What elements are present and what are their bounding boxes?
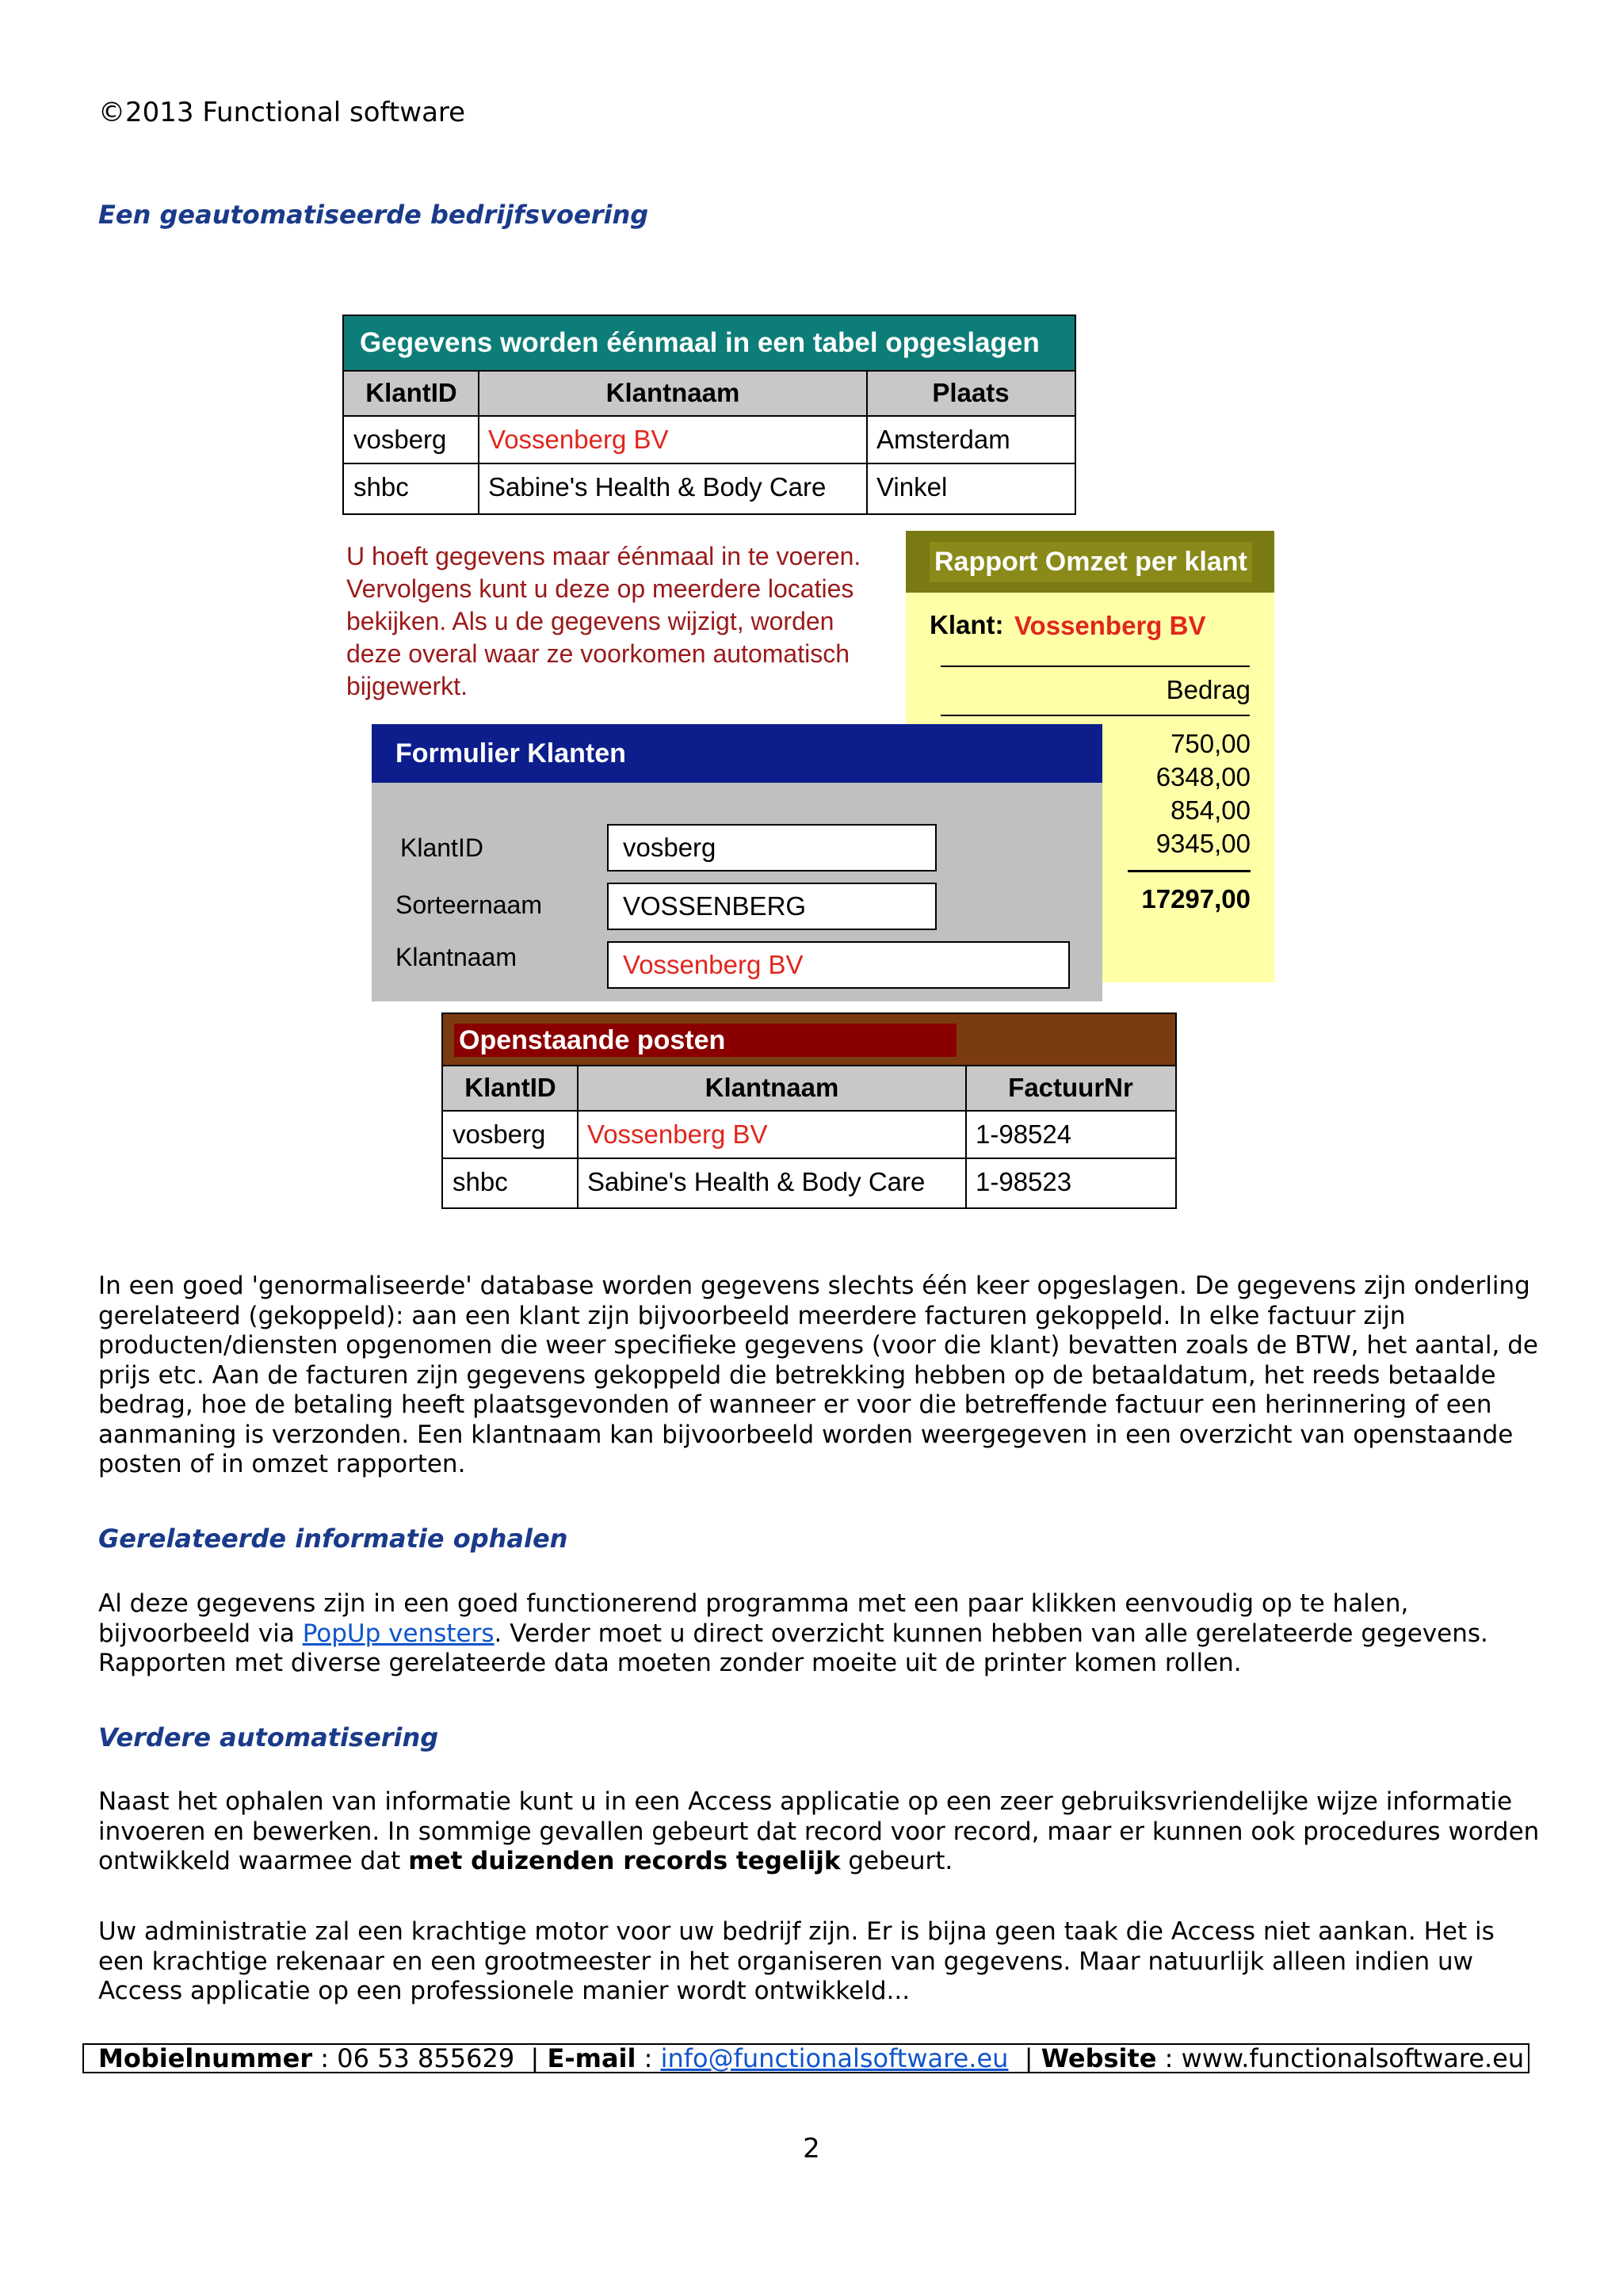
note-line: bijgewerkt.	[346, 672, 468, 700]
heading-bedrijfsvoering: Een geautomatiseerde bedrijfsvoering	[98, 200, 649, 230]
klanten-table	[342, 315, 1076, 515]
page-number: 2	[803, 2133, 820, 2164]
sorteernaam-label: Sorteernaam	[395, 891, 542, 919]
rapport-amount: 854,00	[1170, 795, 1251, 825]
klantnaam-label: Klantnaam	[395, 943, 517, 971]
table-cell: Vossenberg BV	[587, 1119, 768, 1149]
diagram-note	[346, 540, 885, 703]
table-cell: Sabine's Health & Body Care	[488, 472, 827, 502]
note-line: U hoeft gegevens maar éénmaal in te voeren.	[346, 542, 861, 570]
note-line: bekijken. Als u de gegevens wijzigt, worden	[346, 607, 834, 635]
rapport-total: 17297,00	[1141, 884, 1251, 913]
openstaande-posten-table	[441, 1013, 1177, 1209]
email-label: E-mail	[547, 2043, 636, 2073]
table-cell: Amsterdam	[876, 425, 1010, 454]
bold-duizenden-records: met duizenden records tegelijk	[408, 1847, 841, 1875]
mobile-value: 06 53 855629	[337, 2043, 515, 2073]
heading-verdere-automatisering: Verdere automatisering	[98, 1722, 439, 1753]
column-header-klantnaam: Klantnaam	[578, 1065, 966, 1111]
table-cell: vosberg	[353, 425, 447, 454]
table-cell: 1-98524	[976, 1119, 1072, 1149]
mobile-label: Mobielnummer	[98, 2043, 313, 2073]
email-link[interactable]: info@functionalsoftware.eu	[660, 2043, 1009, 2073]
note-line: deze overal waar ze voorkomen automatisch	[346, 639, 850, 668]
website-value: www.functionalsoftware.eu	[1181, 2043, 1525, 2073]
table-cell: 1-98523	[976, 1167, 1072, 1196]
column-header-klantid: KlantID	[443, 1065, 578, 1111]
klanten-table-title: Gegevens worden éénmaal in een tabel opgeslagen	[344, 316, 1075, 370]
contact-footer: Mobielnummer : 06 53 855629 | E-mail : info@functionalsoftware.eu | Website : www.functionalsoftware.eu	[82, 2043, 1529, 2073]
table-cell: Vossenberg BV	[488, 425, 669, 454]
formulier-title: Formulier Klanten	[372, 724, 1102, 783]
formulier-klanten	[372, 724, 1102, 1001]
note-line: Vervolgens kunt u deze op meerdere locaties	[346, 574, 854, 603]
table-cell: shbc	[453, 1167, 508, 1196]
column-header-klantid: KlantID	[344, 370, 479, 416]
rapport-amount: 6348,00	[1155, 762, 1251, 791]
klantnaam-field[interactable]: Vossenberg BV	[607, 941, 1070, 989]
klantid-label: KlantID	[400, 833, 483, 862]
klantid-field[interactable]: vosberg	[607, 824, 937, 871]
copyright-header: ©2013 Functional software	[98, 97, 466, 128]
rapport-klant-label: Klant:	[930, 610, 1004, 639]
column-header-klantnaam: Klantnaam	[479, 370, 867, 416]
paragraph-normalisatie: In een goed 'genormaliseerde' database worden gegevens slechts één keer opgeslagen. De gegevens zijn onderling gerelateerd (gekoppeld): aan een klant zijn bijvoorbeeld meerdere facturen gekoppeld. In elke factuur zijn producten/diensten opgenomen die weer specifieke gegevens (voor die klant) bevatten zoals de BTW, het aantal, de prijs etc. Aan de facturen zijn gegevens gekoppeld die betrekking hebben op de betaaldatum, het reeds betaalde bedrag, hoe de betaling heeft plaatsgevonden of wanneer er voor die betreffende factuur een herinnering of een aanmaning is verzonden. Een klantnaam kan bijvoorbeeld worden weergegeven in een overzicht van openstaande posten of in omzet rapporten.	[98, 1272, 1538, 1478]
table-cell: shbc	[353, 472, 409, 502]
popup-vensters-link[interactable]: PopUp vensters	[302, 1619, 495, 1648]
website-label: Website	[1041, 2043, 1157, 2073]
paragraph-invoeren: Naast het ophalen van informatie kunt u in een Access applicatie op een zeer gebruiksvriendelijke wijze informatie invoeren en bewerken. In sommige gevallen gebeurt dat record voor record, maar er kunnen ook procedures worden ontwikkeld waarmee dat met duizenden records tegelijk gebeurt.	[98, 1787, 1540, 1875]
rapport-title: Rapport Omzet per klant	[930, 542, 1252, 582]
table-cell: vosberg	[453, 1119, 546, 1149]
sorteernaam-field[interactable]: VOSSENBERG	[607, 883, 937, 930]
paragraph-administratie: Uw administratie zal een krachtige motor voor uw bedrijf zijn. Er is bijna geen taak die Access niet aankan. Het is een krachtige rekenaar en een grootmeester in het organiseren van gegevens. Maar natuurlijk alleen indien uw Access applicatie op een professionele manier wordt ontwikkeld...	[98, 1917, 1495, 2005]
rapport-bedrag-header: Bedrag	[1166, 675, 1251, 704]
rapport-klant-value: Vossenberg BV	[1014, 611, 1206, 640]
table-cell: Vinkel	[876, 472, 948, 502]
openstaande-posten-title: Openstaande posten	[454, 1024, 957, 1057]
table-cell: Sabine's Health & Body Care	[587, 1167, 926, 1196]
column-header-factuurnr: FactuurNr	[966, 1065, 1175, 1111]
paragraph-ophalen: Al deze gegevens zijn in een goed functionerend programma met een paar klikken eenvoudig op te halen, bijvoorbeeld via PopUp vensters. Verder moet u direct overzicht kunnen hebben van alle gerelateerde gegevens. Rapporten met diverse gerelateerde data moeten zonder moeite uit de printer komen rollen.	[98, 1589, 1488, 1677]
column-header-plaats: Plaats	[867, 370, 1075, 416]
rapport-amount: 750,00	[1170, 729, 1251, 758]
heading-gerelateerde-informatie: Gerelateerde informatie ophalen	[98, 1524, 568, 1554]
rapport-amount: 9345,00	[1155, 829, 1251, 858]
